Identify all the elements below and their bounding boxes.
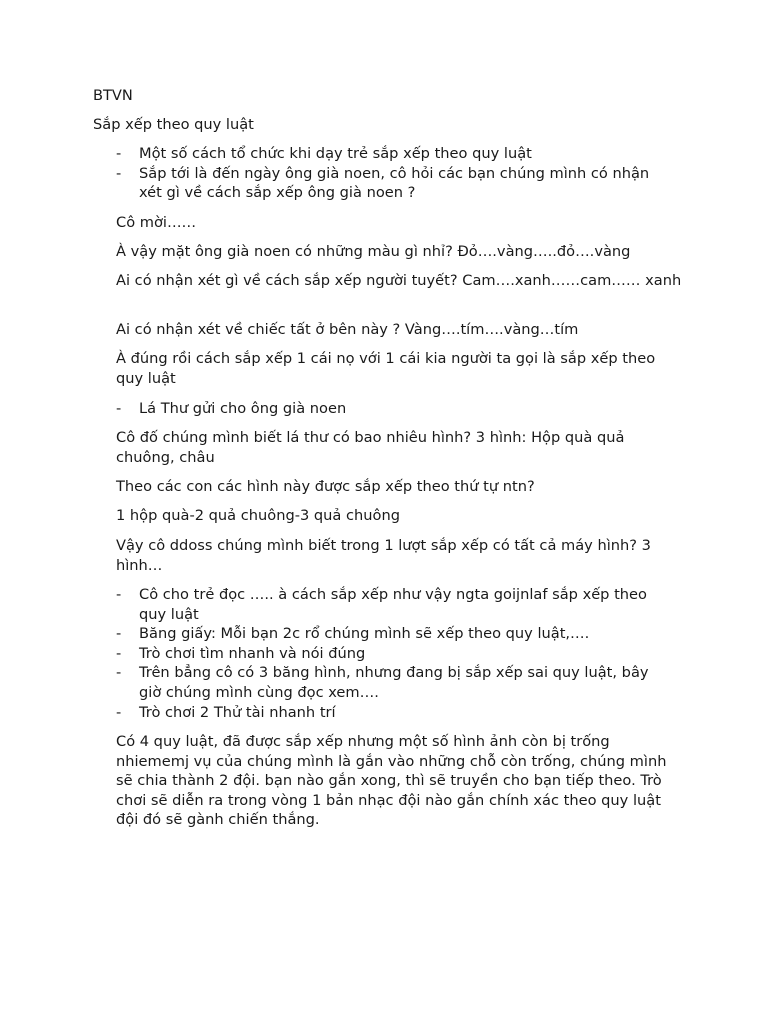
- list-item: [116, 164, 676, 203]
- document-title: BTVN: [93, 87, 133, 104]
- list-item-text: Trò chơi 2 Thử tài nhanh trí: [139, 703, 336, 721]
- paragraph: À vậy mặt ông già noen có những màu gì nhỉ? Đỏ….vàng…..đỏ….vàng: [116, 243, 631, 260]
- list-item-text: Trên bẳng cô có 3 băng hình, nhưng đang bị sắp xếp sai quy luật, bây giờ chúng mình cùng đọc xem….: [139, 664, 649, 701]
- document-subtitle: Sắp xếp theo quy luật: [93, 116, 254, 133]
- bullet-dash: -: [116, 703, 122, 721]
- paragraph: Ai có nhận xét gì về cách sắp xếp người tuyết? Cam….xanh……cam…… xanh: [116, 272, 682, 289]
- list-item-text: Một số cách tổ chức khi dạy trẻ sắp xếp theo quy luật: [139, 145, 532, 162]
- paragraph: Vậy cô ddoss chúng mình biết trong 1 lượt sắp xếp có tất cả máy hình? 3 hình…: [116, 537, 651, 574]
- bullet-dash: -: [116, 664, 122, 682]
- paragraph: Ai có nhận xét về chiếc tất ở bên này ? Vàng….tím….vàng…tím: [116, 321, 579, 338]
- bullet-dash: -: [116, 586, 122, 603]
- bullet-list-3: [116, 585, 661, 722]
- list-item-text: Lá Thư gửi cho ông già noen: [139, 400, 347, 417]
- list-item: [116, 624, 661, 644]
- bullet-dash: -: [116, 164, 122, 182]
- paragraph: 1 hộp quà-2 quả chuông-3 quả chuông: [116, 507, 400, 524]
- bullet-dash: -: [116, 625, 122, 643]
- list-item-text: Băng giấy: Mỗi bạn 2c rổ chúng mình sẽ xếp theo quy luật,….: [139, 625, 590, 643]
- list-item-text: Trò chơi tìm nhanh và nói đúng: [139, 644, 366, 662]
- bullet-list-1: [116, 144, 676, 203]
- bullet-list-2: [116, 399, 676, 419]
- list-item: [116, 585, 661, 624]
- bullet-dash: -: [116, 644, 122, 662]
- list-item: [116, 663, 661, 702]
- paragraph: À đúng rồi cách sắp xếp 1 cái nọ với 1 cái kia người ta gọi là sắp xếp theo quy luật: [116, 350, 656, 387]
- list-item: [116, 144, 676, 164]
- list-item-text: Cô cho trẻ đọc ….. à cách sắp xếp như vậy ngta goijnlaf sắp xếp theo quy luật: [139, 586, 647, 623]
- paragraph: Cô đố chúng mình biết lá thư có bao nhiêu hình? 3 hình: Hộp quà quả chuông, châu: [116, 429, 625, 466]
- list-item: [116, 399, 676, 419]
- paragraph: Theo các con các hình này được sắp xếp theo thứ tự ntn?: [116, 478, 535, 495]
- bullet-dash: -: [116, 400, 122, 417]
- bullet-dash: -: [116, 145, 122, 162]
- list-item-text: Sắp tới là đến ngày ông già noen, cô hỏi các bạn chúng mình có nhận xét gì về cách sắp xếp ông già noen ?: [139, 164, 650, 202]
- paragraph: Có 4 quy luật, đã được sắp xếp nhưng một số hình ảnh còn bị trống nhiememj vụ của chúng mình là gắn vào những chỗ còn trống, chúng mình sẽ chia thành 2 đội. bạn nào gắn xong, thì sẽ truyền cho bạn tiếp theo. Trò chơi sẽ diễn ra trong vòng 1 bản nhạc đội nào gắn chính xác theo quy luật đội đó sẽ gành chiến thắng.: [116, 733, 667, 829]
- list-item: [116, 644, 661, 664]
- paragraph: Cô mời……: [116, 214, 197, 231]
- list-item: [116, 703, 661, 723]
